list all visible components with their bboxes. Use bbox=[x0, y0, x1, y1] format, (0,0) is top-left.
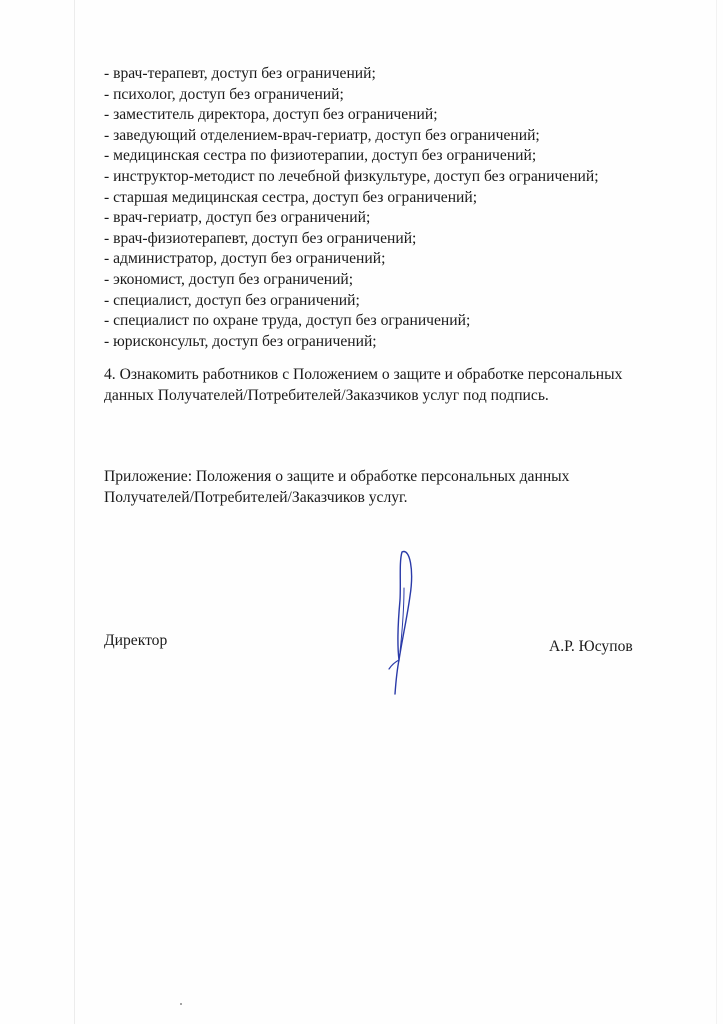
list-item: - специалист, доступ без ограничений; bbox=[104, 291, 360, 309]
list-item: - администратор, доступ без ограничений; bbox=[104, 250, 386, 268]
list-item: - врач-гериатр, доступ без ограничений; bbox=[104, 209, 371, 227]
item-4-line-2: данных Получателей/Потребителей/Заказчиков услуг под подпись. bbox=[104, 386, 549, 404]
list-item: - психолог, доступ без ограничений; bbox=[104, 85, 344, 103]
list-item: - медицинская сестра по физиотерапии, доступ без ограничений; bbox=[104, 147, 537, 165]
signatory-name: А.Р. Юсупов bbox=[549, 638, 633, 655]
list-item: - инструктор-методист по лечебной физкультуре, доступ без ограничений; bbox=[104, 167, 599, 185]
list-item: - специалист по охране труда, доступ без ограничений; bbox=[104, 312, 471, 330]
handwritten-signature bbox=[380, 548, 430, 698]
appendix-line-2: Получателей/Потребителей/Заказчиков услуг. bbox=[104, 488, 408, 506]
list-item: - юрисконсульт, доступ без ограничений; bbox=[104, 332, 377, 350]
staff-access-list bbox=[104, 64, 599, 352]
list-item: - врач-физиотерапевт, доступ без ограничений; bbox=[104, 229, 417, 247]
list-item: - заместитель директора, доступ без ограничений; bbox=[104, 106, 438, 124]
list-item: - врач-терапевт, доступ без ограничений; bbox=[104, 65, 376, 82]
item-4-paragraph bbox=[104, 365, 684, 406]
scan-speck bbox=[180, 1003, 182, 1005]
list-item: - экономист, доступ без ограничений; bbox=[104, 270, 354, 288]
list-item: - старшая медицинская сестра, доступ без ограничений; bbox=[104, 188, 478, 206]
appendix-line-1: Приложение: Положения о защите и обработке персональных данных bbox=[104, 468, 570, 485]
signature-stroke bbox=[398, 552, 412, 660]
signatory-position: Директор bbox=[104, 632, 168, 649]
scan-edge-line-right bbox=[716, 0, 717, 1024]
item-4-line-1: 4. Ознакомить работников с Положением о защите и обработке персональных bbox=[104, 366, 623, 383]
appendix-paragraph bbox=[104, 467, 684, 508]
scan-edge-line bbox=[74, 0, 75, 1024]
list-item: - заведующий отделением-врач-гериатр, доступ без ограничений; bbox=[104, 126, 540, 144]
signature-tail bbox=[395, 660, 399, 694]
